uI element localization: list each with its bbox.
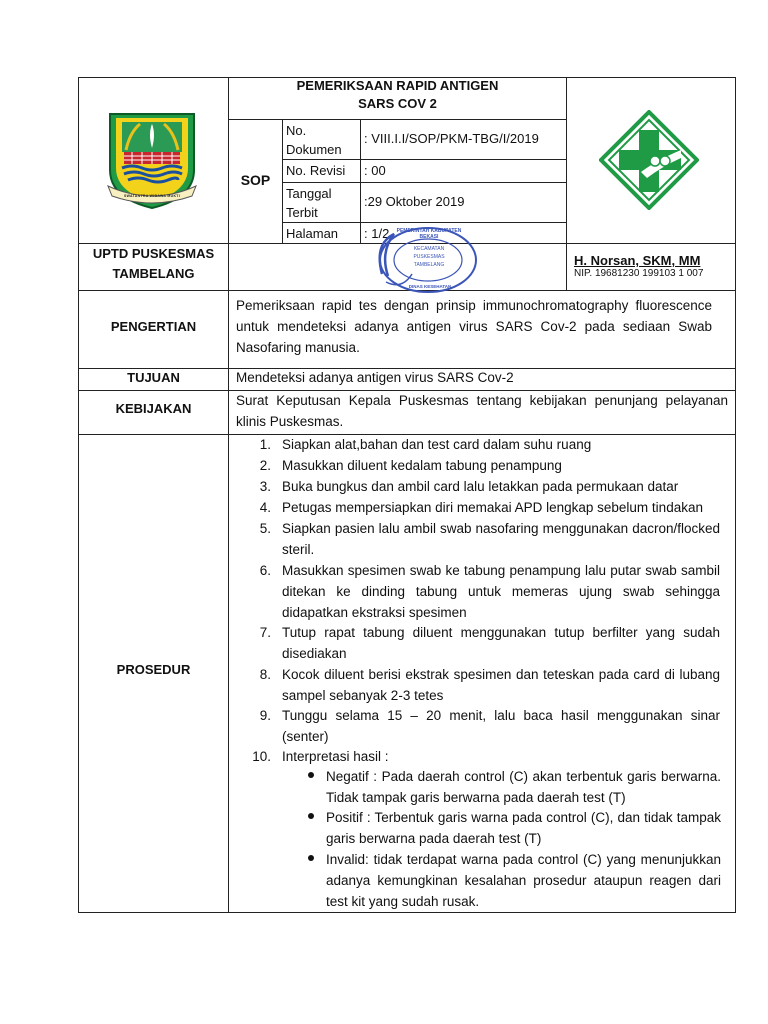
- puskesmas-logo: [599, 110, 699, 210]
- step-number: 10.: [252, 749, 271, 764]
- org-name-line1: UPTD PUSKESMAS: [92, 246, 215, 261]
- crest-ribbon-text: SWATANTRA WIBAWA MUKTI: [124, 194, 180, 198]
- step-4: Petugas mempersiapkan diri memakai APD lengkap sebelum tindakan: [282, 500, 703, 515]
- interpretation-invalid: Invalid: tidak terdapat warna pada control (C) yang menunjukkan adanya kemungkinan kesalahan prosedur ataupun reagen dari test kit yang sudah rusak.: [326, 852, 721, 909]
- official-stamp: [372, 224, 480, 296]
- meta-label-issue-date: Tanggal Terbit: [286, 186, 332, 220]
- meta-label-doc-number: No. Dokumen: [286, 123, 342, 157]
- step-number: 1.: [259, 437, 271, 452]
- prosedur-label: PROSEDUR: [116, 662, 191, 677]
- step-number: 4.: [259, 500, 271, 515]
- org-name-line2: TAMBELANG: [112, 266, 195, 281]
- meta-value-page: : 1/2: [364, 226, 390, 241]
- step-5: Siapkan pasien lalu ambil swab nasofaring menggunakan dacron/flocked steril.: [282, 521, 720, 557]
- stamp-line-2: PUSKESMAS: [413, 254, 445, 260]
- bullet-icon: [308, 855, 314, 861]
- stamp-arc-text-top: PEMERINTAH KABUPATEN BEKASI: [396, 228, 462, 240]
- stamp-line-1: KECAMATAN: [413, 246, 445, 252]
- step-1: Siapkan alat,bahan dan test card dalam suhu ruang: [282, 437, 592, 452]
- document-title-line2: SARS COV 2: [358, 96, 437, 111]
- step-number: 8.: [259, 667, 271, 682]
- step-9: Tunggu selama 15 – 20 menit, lalu baca hasil menggunakan sinar (senter): [282, 708, 720, 744]
- step-number: 5.: [259, 521, 271, 536]
- signatory-name: H. Norsan, SKM, MM: [574, 253, 701, 268]
- interpretation-negatif: Negatif : Pada daerah control (C) akan terbentuk garis berwarna. Tidak tampak garis berwarna pada daerah test (T): [326, 769, 721, 805]
- meta-label-revision: No. Revisi: [286, 163, 346, 178]
- step-7: Tutup rapat tabung diluent menggunakan tutup berfilter yang sudah disediakan: [282, 625, 720, 661]
- meta-value-revision: : 00: [364, 163, 386, 178]
- stamp-line-3: TAMBELANG: [413, 262, 445, 268]
- meta-value-doc-number: : VIII.I.I/SOP/PKM-TBG/I/2019: [364, 131, 539, 146]
- step-3: Buka bungkus dan ambil card lalu letakkan pada permukaan datar: [282, 479, 679, 494]
- interpretation-positif: Positif : Terbentuk garis warna pada control (C), dan tidak tampak garis berwarna pada daerah test (T): [326, 810, 721, 846]
- step-number: 2.: [259, 458, 271, 473]
- kebijakan-label: KEBIJAKAN: [115, 401, 192, 416]
- step-6: Masukkan spesimen swab ke tabung penampung lalu putar swab sambil ditekan ke dinding tabung untuk memeras ujung swab sehingga didapatkan ekstraksi spesimen: [282, 563, 720, 620]
- bullet-icon: [308, 772, 314, 778]
- stamp-arc-text-bottom: DINAS KESEHATAN: [408, 284, 452, 289]
- step-number: 9.: [259, 708, 271, 723]
- meta-value-issue-date: :29 Oktober 2019: [364, 194, 465, 209]
- step-number: 7.: [259, 625, 271, 640]
- kebijakan-text: Surat Keputusan Kepala Puskesmas tentang kebijakan penunjang pelayanan klinis Puskesmas.: [236, 393, 728, 429]
- tujuan-label: TUJUAN: [127, 370, 180, 385]
- bullet-icon: [308, 813, 314, 819]
- step-10: Interpretasi hasil :: [282, 749, 389, 764]
- step-number: 6.: [259, 563, 271, 578]
- tujuan-text: Mendeteksi adanya antigen virus SARS Cov-2: [236, 370, 514, 385]
- document-title-line1: PEMERIKSAAN RAPID ANTIGEN: [296, 78, 499, 93]
- signatory-nip: NIP. 19681230 199103 1 007: [574, 268, 704, 279]
- meta-label-page: Halaman: [286, 226, 339, 241]
- step-number: 3.: [259, 479, 271, 494]
- step-8: Kocok diluent berisi ekstrak spesimen dan teteskan pada card di lubang sampel sebanyak 2-3 tetes: [282, 667, 720, 703]
- step-2: Masukkan diluent kedalam tabung penampung: [282, 458, 562, 473]
- pengertian-text: Pemeriksaan rapid tes dengan prinsip immunochromatography fluorescence untuk mendeteksi adanya antigen virus SARS Cov-2 pada sediaan Swab Nasofaring manusia.: [236, 298, 712, 355]
- pengertian-label: PENGERTIAN: [110, 319, 197, 334]
- sop-label: SOP: [240, 172, 271, 188]
